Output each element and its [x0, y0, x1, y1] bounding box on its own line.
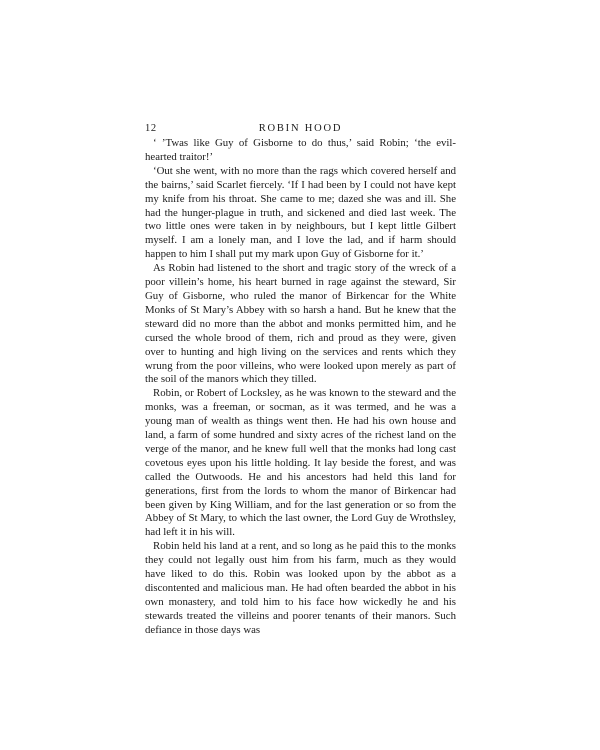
paragraph: As Robin had listened to the short and tragic story of the wreck of a poor villein’s home, his heart burned in rage against the steward, Sir Guy of Gisborne, who ruled the manor of Birkencar for the White Monks of St Mary’s Abbey with so harsh a hand. But he knew that the steward did no more than the abbot and monks permitted him, and he cursed the whole brood of them, rich and proud as they were, given over to hunting and high living on the services and rents which they wrung from the poor villeins, who were looked upon merely as part of the soil of the manors which they tilled.	[145, 262, 456, 386]
book-page	[145, 123, 456, 638]
page-number: 12	[145, 123, 157, 134]
paragraph: ‘ ’Twas like Guy of Gisborne to do thus,’ said Robin; ‘the evil-hearted traitor!’	[145, 137, 456, 163]
body-text	[145, 137, 456, 638]
paragraph: Robin held his land at a rent, and so long as he paid this to the monks they could not legally oust him from his farm, much as they would have liked to do this. Robin was looked upon by the abbot as a discontented and malicious man. He had often bearded the abbot in his own monastery, and told him to his face how wickedly he and his stewards treated the villeins and poorer tenants of their manors. Such defiance in those days was	[145, 540, 456, 636]
running-title: ROBIN HOOD	[258, 123, 343, 134]
paragraph: ‘Out she went, with no more than the rags which covered herself and the bairns,’ said Scarlet fiercely. ‘If I had been by I could not have kept my knife from his throat. She came to me; dazed she was and ill. She had the hunger-plague in truth, and sickened and died last week. The two little ones were taken in by neighbours, but I kept little Gilbert myself. I am a lonely man, and I love the lad, and if harm should happen to him I shall put my mark upon Guy of Gisborne for it.’	[145, 164, 456, 261]
running-head	[145, 123, 456, 137]
paragraph: Robin, or Robert of Locksley, as he was known to the steward and the monks, was a freeman, or socman, as it was termed, and he was a young man of wealth as things went then. He had his own house and land, a farm of some hundred and sixty acres of the richest land on the verge of the manor, and he knew full well that the monks had long cast covetous eyes upon his little holding. It lay beside the forest, and was called the Outwoods. He and his ancestors had held this land for generations, first from the lords to whom the manor of Birkencar had been given by King William, and for the last generation or so from the Abbey of St Mary, to which the last owner, the Lord Guy de Wrothsley, had left it in his will.	[145, 387, 456, 539]
